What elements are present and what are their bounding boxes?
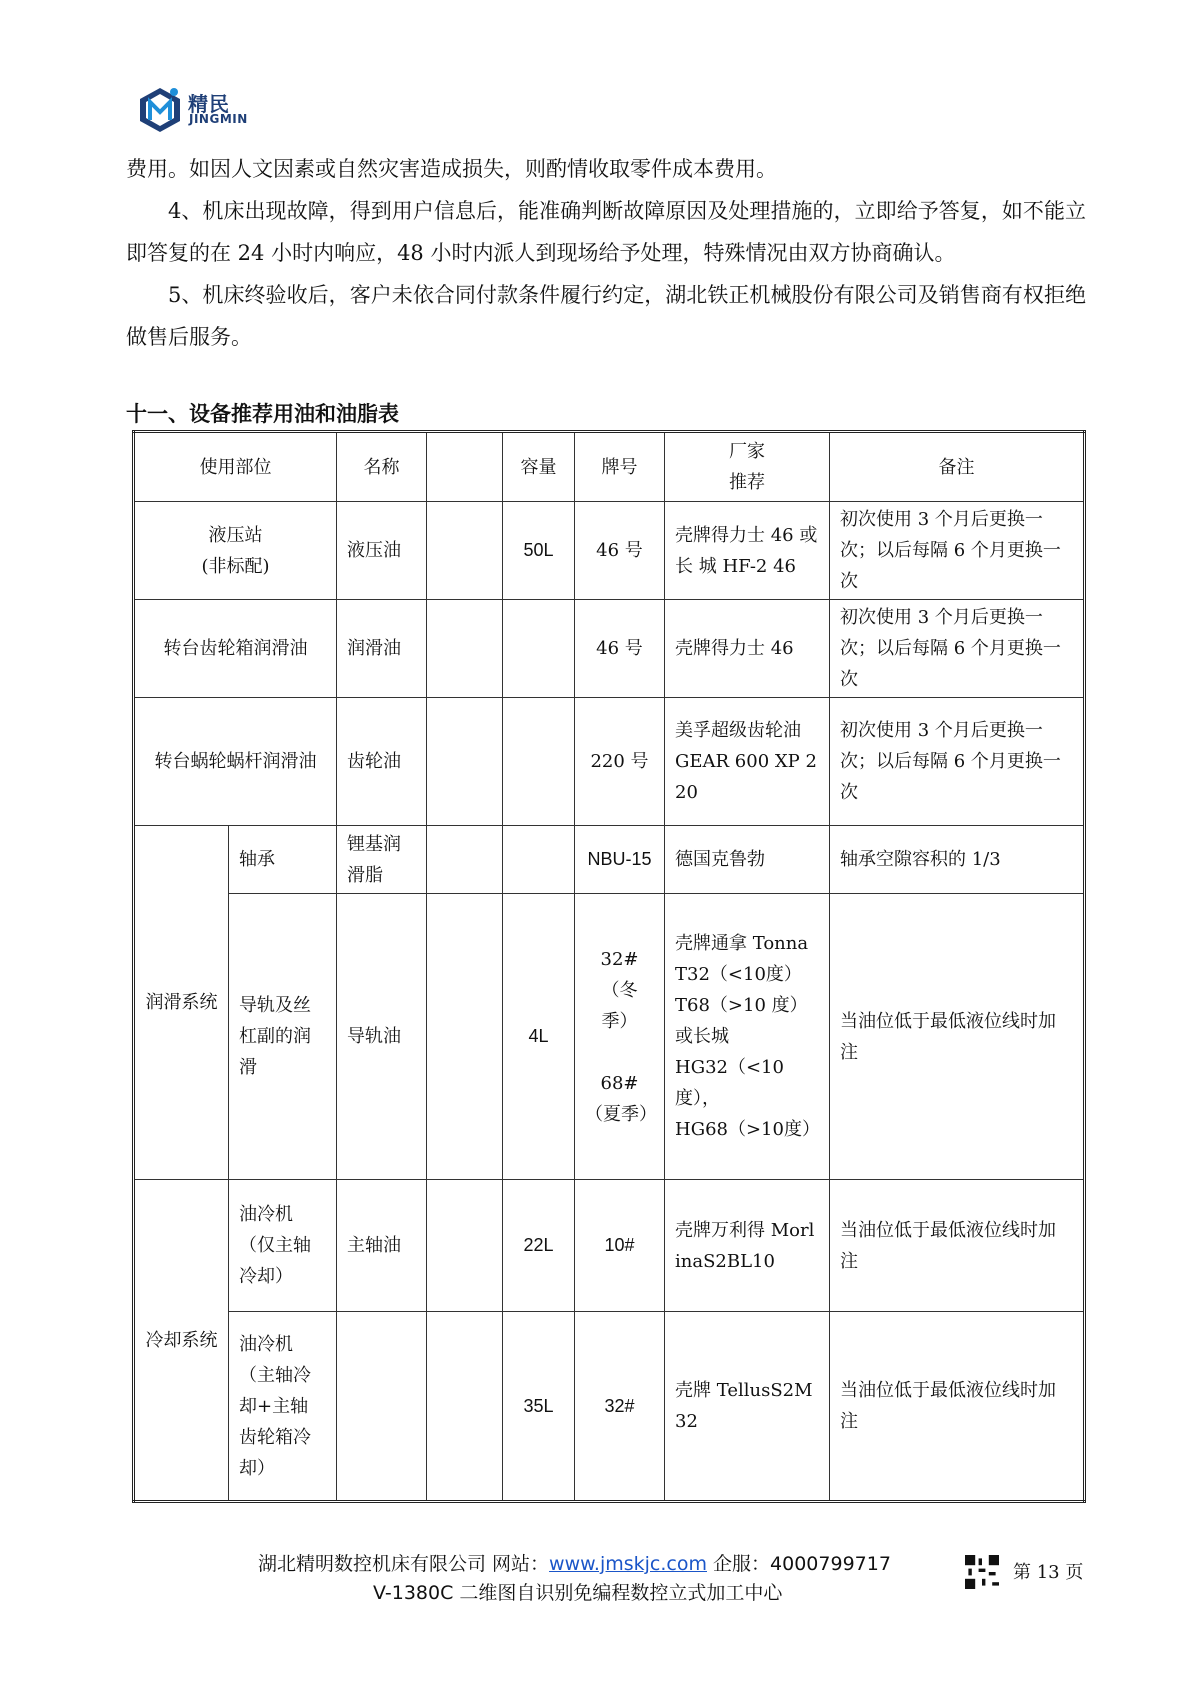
cell-remark: 当油位低于最低液位线时加注 bbox=[830, 1180, 1085, 1312]
cell-name: 锂基润滑脂 bbox=[337, 826, 427, 894]
cell-empty bbox=[427, 1180, 503, 1312]
paragraph-item-5: 5、机床终验收后，客户未依合同付款条件履行约定，湖北铁正机械股份有限公司及销售商有权拒绝做售后服务。 bbox=[126, 283, 1086, 349]
cell-name: 导轨油 bbox=[337, 894, 427, 1180]
table-row bbox=[134, 600, 1085, 698]
table-row bbox=[134, 698, 1085, 826]
cell-remark: 当油位低于最低液位线时加注 bbox=[830, 894, 1085, 1180]
cell-brand: NBU-15 bbox=[575, 826, 665, 894]
page-number: 第 13 页 bbox=[1013, 1562, 1084, 1583]
cell-name: 液压油 bbox=[337, 502, 427, 600]
cell-brand: 32# bbox=[575, 1312, 665, 1502]
group-cooling: 冷却系统 bbox=[134, 1180, 229, 1502]
paragraph-item-4: 4、机床出现故障，得到用户信息后，能准确判断故障原因及处理措施的，立即给予答复，如不能立即答复的在 24 小时内响应，48 小时内派人到现场给予处理，特殊情况由双方协商确认。 bbox=[126, 199, 1086, 265]
cell-maker: 德国克鲁勃 bbox=[665, 826, 830, 894]
cell-brand: 46 号 bbox=[575, 502, 665, 600]
cell-maker: 壳牌通拿 TonnaT32（<10度） T68（>10 度） 或长城 HG32（<10度）， HG68（>10度） bbox=[665, 894, 830, 1180]
cell-capacity: 22L bbox=[503, 1180, 575, 1312]
cell-maker: 壳牌 TellusS2M32 bbox=[665, 1312, 830, 1502]
logo-text-en: JINGMIN bbox=[189, 112, 248, 126]
footer-product: V-1380C 二维图自识别免编程数控立式加工中心 bbox=[373, 1582, 783, 1604]
cell-sub-part: 轴承 bbox=[229, 826, 337, 894]
qr-code-icon bbox=[965, 1555, 999, 1589]
table-row bbox=[134, 894, 1085, 1180]
footer-company-line bbox=[258, 1549, 891, 1576]
table-row bbox=[134, 826, 1085, 894]
paragraph-continuation: 费用。如因人文因素或自然灾害造成损失，则酌情收取零件成本费用。 bbox=[126, 157, 777, 181]
table-row bbox=[134, 1312, 1085, 1502]
cell-remark: 初次使用 3 个月后更换一次；以后每隔 6 个月更换一次 bbox=[830, 698, 1085, 826]
cell-brand: 46 号 bbox=[575, 600, 665, 698]
cell-empty bbox=[427, 894, 503, 1180]
cell-brand: 32# （冬季） 68# （夏季） bbox=[575, 894, 665, 1180]
cell-capacity bbox=[503, 826, 575, 894]
website-link[interactable]: www.jmskjc.com bbox=[549, 1553, 707, 1575]
cell-sub-part: 油冷机（主轴冷却+主轴齿轮箱冷却） bbox=[229, 1312, 337, 1502]
cell-empty bbox=[427, 600, 503, 698]
cell-remark: 当油位低于最低液位线时加注 bbox=[830, 1312, 1085, 1502]
cell-name: 润滑油 bbox=[337, 600, 427, 698]
cell-capacity: 50L bbox=[503, 502, 575, 600]
cell-capacity: 4L bbox=[503, 894, 575, 1180]
cell-maker: 壳牌万利得 MorlinaS2BL10 bbox=[665, 1180, 830, 1312]
table-header-row bbox=[134, 432, 1085, 502]
cell-capacity bbox=[503, 698, 575, 826]
header-part: 使用部位 bbox=[134, 432, 337, 502]
logo-text-cn: 精民 bbox=[188, 92, 230, 116]
cell-remark: 初次使用 3 个月后更换一次；以后每隔 6 个月更换一次 bbox=[830, 600, 1085, 698]
group-lubrication: 润滑系统 bbox=[134, 826, 229, 1180]
cell-name: 齿轮油 bbox=[337, 698, 427, 826]
cell-capacity bbox=[503, 600, 575, 698]
header-name: 名称 bbox=[337, 432, 427, 502]
table-row bbox=[134, 502, 1085, 600]
cell-brand: 10# bbox=[575, 1180, 665, 1312]
oil-recommendation-table bbox=[132, 430, 1086, 1503]
cell-remark: 初次使用 3 个月后更换一次；以后每隔 6 个月更换一次 bbox=[830, 502, 1085, 600]
footer-company: 湖北精明数控机床有限公司 网站： bbox=[258, 1553, 550, 1575]
cell-sub-part: 导轨及丝杠副的润滑 bbox=[229, 894, 337, 1180]
header-remark: 备注 bbox=[830, 432, 1085, 502]
header-maker: 厂家 推荐 bbox=[665, 432, 830, 502]
cell-part: 转台蜗轮蜗杆润滑油 bbox=[134, 698, 337, 826]
section-title: 十一、设备推荐用油和油脂表 bbox=[126, 402, 399, 426]
cell-sub-part: 油冷机（仅主轴冷却） bbox=[229, 1180, 337, 1312]
cell-remark: 轴承空隙容积的 1/3 bbox=[830, 826, 1085, 894]
cell-brand: 220 号 bbox=[575, 698, 665, 826]
cell-name bbox=[337, 1312, 427, 1502]
cell-empty bbox=[427, 502, 503, 600]
cell-empty bbox=[427, 826, 503, 894]
header-empty bbox=[427, 432, 503, 502]
footer-service: 企服：4000799717 bbox=[707, 1553, 891, 1575]
cell-empty bbox=[427, 698, 503, 826]
cell-maker: 美孚超级齿轮油 GEAR 600 XP 220 bbox=[665, 698, 830, 826]
cell-part: 转台齿轮箱润滑油 bbox=[134, 600, 337, 698]
cell-part: 液压站 (非标配) bbox=[134, 502, 337, 600]
cell-maker: 壳牌得力士 46 bbox=[665, 600, 830, 698]
cell-name: 主轴油 bbox=[337, 1180, 427, 1312]
table-row bbox=[134, 1180, 1085, 1312]
cell-empty bbox=[427, 1312, 503, 1502]
header-capacity: 容量 bbox=[503, 432, 575, 502]
body-text bbox=[126, 148, 1086, 358]
cell-capacity: 35L bbox=[503, 1312, 575, 1502]
header-brand: 牌号 bbox=[575, 432, 665, 502]
cell-maker: 壳牌得力士 46 或 长 城 HF-2 46 bbox=[665, 502, 830, 600]
